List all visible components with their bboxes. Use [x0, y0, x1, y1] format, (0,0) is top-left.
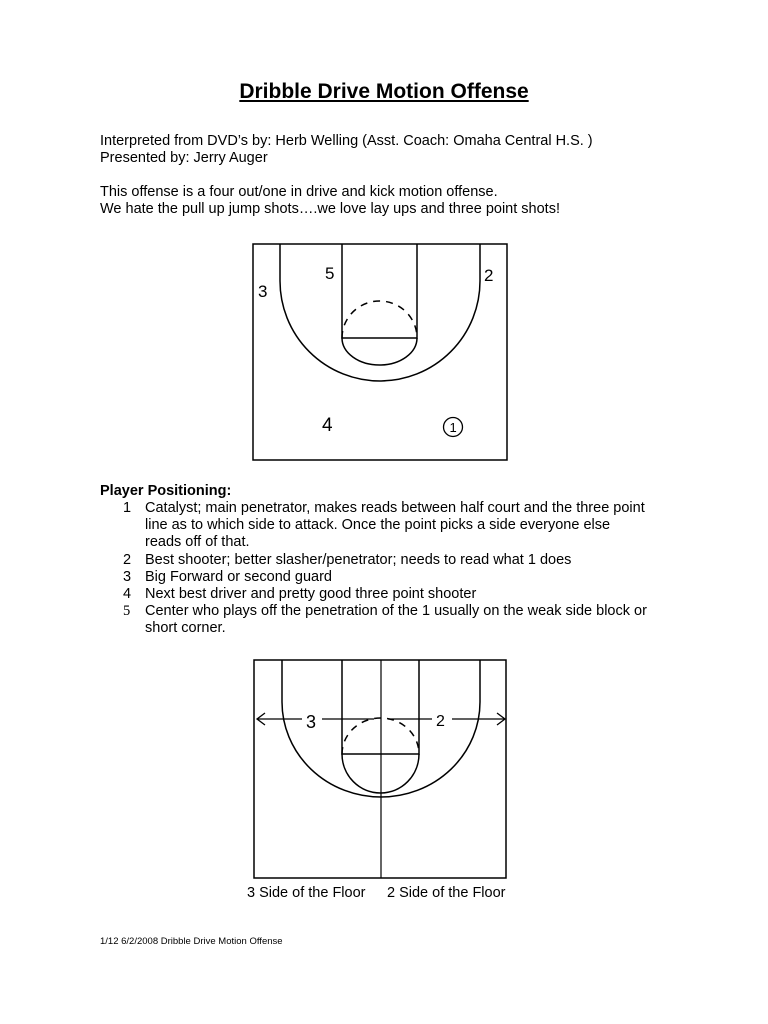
item-5-text-line-1: Center who plays off the penetration of the 1 usually on the weak side block or [145, 603, 647, 619]
court-diagram-sides [252, 658, 512, 880]
player-3-label: 3 [258, 282, 268, 301]
description-line-2: We hate the pull up jump shots….we love lay ups and three point shots! [100, 201, 560, 217]
item-2-text: Best shooter; better slasher/penetrator; needs to read what 1 does [145, 552, 572, 568]
document-title: Dribble Drive Motion Offense [239, 80, 529, 103]
item-5-text-line-2: short corner. [145, 620, 226, 636]
player-4-label: 4 [322, 415, 333, 436]
item-3-number: 3 [123, 569, 132, 585]
description-line-1: This offense is a four out/one in drive and kick motion offense. [100, 184, 498, 200]
page-footer: 1/12 6/2/2008 Dribble Drive Motion Offense [100, 936, 283, 947]
court-diagram-positions [252, 243, 508, 461]
player-1-label: 1 [449, 420, 457, 435]
player-5-label: 5 [325, 264, 335, 283]
item-1-text-line-1: Catalyst; main penetrator, makes reads between half court and the three point [145, 500, 645, 516]
item-1-number: 1 [123, 500, 132, 516]
player-3-side-label: 3 [306, 712, 317, 732]
item-4-text: Next best driver and pretty good three point shooter [145, 586, 477, 602]
item-1-text-line-3: reads off of that. [145, 534, 250, 550]
player-positioning-heading: Player Positioning: [100, 483, 232, 499]
item-3-text: Big Forward or second guard [145, 569, 332, 585]
caption-2-side: 2 Side of the Floor [387, 885, 506, 901]
presented-line: Presented by: Jerry Auger [100, 150, 268, 166]
item-5-number: 5 [123, 603, 131, 619]
caption-3-side: 3 Side of the Floor [247, 885, 366, 901]
player-2-label: 2 [484, 266, 494, 285]
player-2-side-label: 2 [436, 713, 445, 730]
item-2-number: 2 [123, 552, 132, 568]
item-1-text-line-2: line as to which side to attack. Once the point picks a side everyone else [145, 517, 611, 533]
interpreted-line: Interpreted from DVD’s by: Herb Welling (Asst. Coach: Omaha Central H.S. ) [100, 133, 593, 149]
item-4-number: 4 [123, 586, 132, 602]
